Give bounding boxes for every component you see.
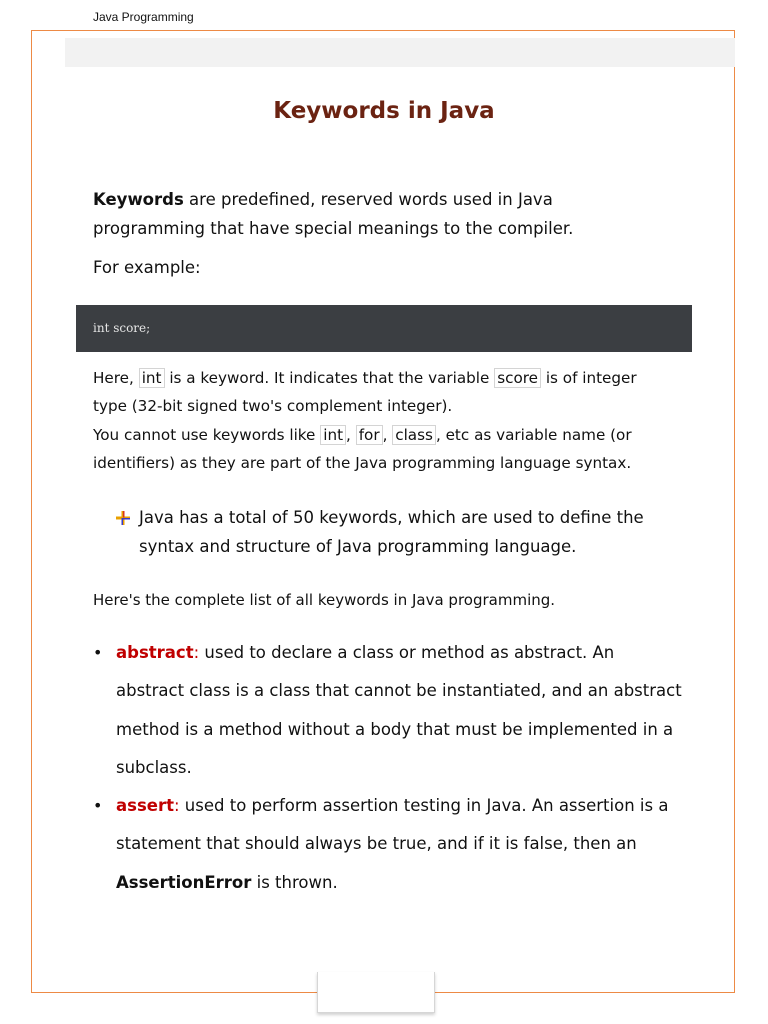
explanation-paragraph: [93, 364, 673, 478]
top-band: [65, 38, 735, 67]
sparkle-plus-icon: [115, 510, 131, 526]
example-label: For example:: [93, 258, 201, 277]
intro-text: are predefined, reserved words used in Java programming that have special meanings to the compiler.: [93, 190, 574, 238]
inline-keyword: int: [320, 425, 346, 445]
separator: ,: [382, 425, 393, 444]
bullet: •: [93, 796, 103, 816]
explain-text: You cannot use keywords like: [93, 425, 321, 444]
page-title: Keywords in Java: [273, 98, 495, 124]
keyword-colon: :: [193, 643, 200, 662]
error-class-name: AssertionError: [116, 872, 252, 892]
intro-term: Keywords: [93, 190, 184, 209]
inline-keyword: score: [494, 368, 541, 388]
explain-text: Here,: [93, 369, 139, 387]
document-header: Java Programming: [93, 10, 194, 24]
list-item: [93, 634, 683, 787]
keyword-description: used to perform assertion testing in Java. An assertion is a statement that should always be true, and if it is false, then an: [116, 796, 669, 854]
inline-keyword: class: [392, 425, 436, 445]
keyword-name: assert: [116, 796, 174, 816]
keyword-list: [93, 634, 683, 902]
inline-keyword: for: [356, 425, 383, 445]
code-block: [76, 305, 692, 352]
list-intro: Here's the complete list of all keywords in Java programming.: [93, 591, 556, 609]
intro-paragraph: [93, 185, 653, 243]
list-item: [93, 787, 683, 902]
bullet: •: [93, 643, 103, 662]
separator: ,: [346, 425, 356, 444]
note-callout: [115, 503, 675, 561]
page-footer-tab: [317, 972, 435, 1013]
note-text: Java has a total of 50 keywords, which are used to define the syntax and structure of Java programming language.: [139, 508, 644, 556]
keyword-colon: :: [174, 796, 180, 816]
explain-text: , etc as variable name (or identifiers) as they are part of the Java programming language syntax.: [93, 425, 632, 473]
inline-keyword: int: [139, 368, 165, 388]
keyword-name: abstract: [116, 643, 194, 662]
code-text: int score;: [93, 321, 151, 335]
keyword-description: used to declare a class or method as abstract. An abstract class is a class that cannot be instantiated, and an abstract method is a method without a body that must be implemented in a subclass.: [116, 643, 682, 777]
keyword-description-end: is thrown.: [251, 872, 338, 892]
explain-text: is of integer type (32-bit signed two's complement integer).: [93, 369, 637, 416]
explain-text: is a keyword. It indicates that the variable: [164, 369, 495, 387]
